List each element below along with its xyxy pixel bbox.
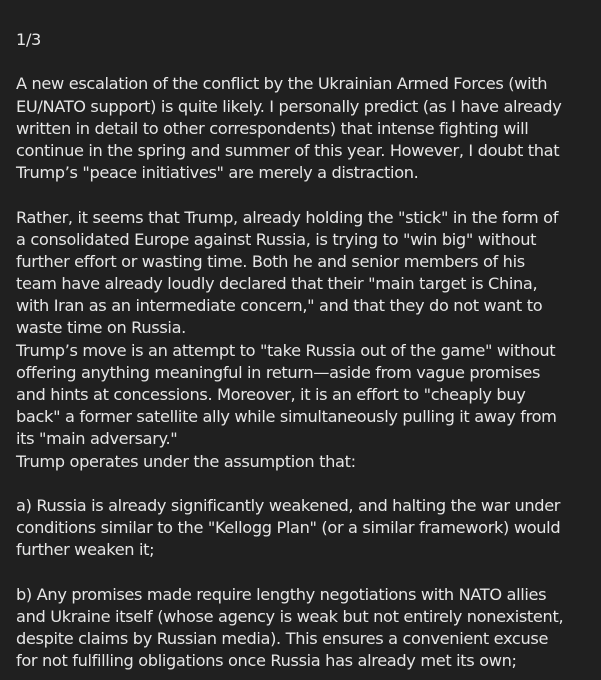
text-line: Trump’s "peace initiatives" are merely a distraction.	[16, 163, 419, 183]
text-line: with Iran as an intermediate concern," and that they do not want to	[16, 296, 543, 316]
list-item-a	[16, 495, 601, 562]
text-line: for not fulfilling obligations once Russia has already met its own;	[16, 651, 517, 671]
list-item-b	[16, 584, 601, 673]
text-line: and hints at concessions. Moreover, it is an effort to "cheaply buy	[16, 385, 526, 404]
text-line: its "main adversary."	[16, 429, 178, 449]
paragraph-spacer	[16, 184, 601, 206]
paragraph-spacer	[16, 51, 601, 73]
text-line: written in detail to other correspondents) that intense fighting will	[16, 118, 529, 138]
text-line: Rather, it seems that Trump, already holding the "stick" in the form of	[16, 207, 559, 227]
text-line: Trump operates under the assumption that:	[16, 451, 356, 471]
paragraph-spacer	[16, 562, 601, 584]
text-line: continue in the spring and summer of this year. However, I doubt that	[16, 140, 560, 160]
paragraph-analysis	[16, 207, 601, 473]
document-body	[16, 29, 601, 672]
text-line: a) Russia is already significantly weakened, and halting the war under	[16, 495, 561, 515]
text-line: b) Any promises made require lengthy negotiations with NATO allies	[16, 584, 547, 604]
text-line: back" a former satellite ally while simultaneously pulling it away from	[16, 407, 557, 427]
text-line: offering anything meaningful in return—aside from vague promises	[16, 362, 541, 382]
text-line: waste time on Russia.	[16, 318, 186, 338]
text-line: a consolidated Europe against Russia, is trying to "win big" without	[16, 229, 537, 249]
text-line: EU/NATO support) is quite likely. I personally predict (as I have already	[16, 96, 562, 116]
paragraph-spacer	[16, 473, 601, 495]
text-line: and Ukraine itself (whose agency is weak but not entirely nonexistent,	[16, 606, 564, 626]
page-indicator: 1/3	[16, 30, 42, 49]
text-line: Trump’s move is an attempt to "take Russia out of the game" without	[16, 340, 556, 360]
text-line: further weaken it;	[16, 540, 155, 560]
text-line: despite claims by Russian media). This ensures a convenient excuse	[16, 629, 549, 649]
text-line: team have already loudly declared that their "main target is China,	[16, 274, 538, 294]
text-line: A new escalation of the conflict by the Ukrainian Armed Forces (with	[16, 74, 548, 94]
text-line: conditions similar to the "Kellogg Plan" (or a similar framework) would	[16, 518, 561, 538]
paragraph-intro	[16, 73, 601, 184]
text-line: further effort or wasting time. Both he and senior members of his	[16, 251, 525, 271]
